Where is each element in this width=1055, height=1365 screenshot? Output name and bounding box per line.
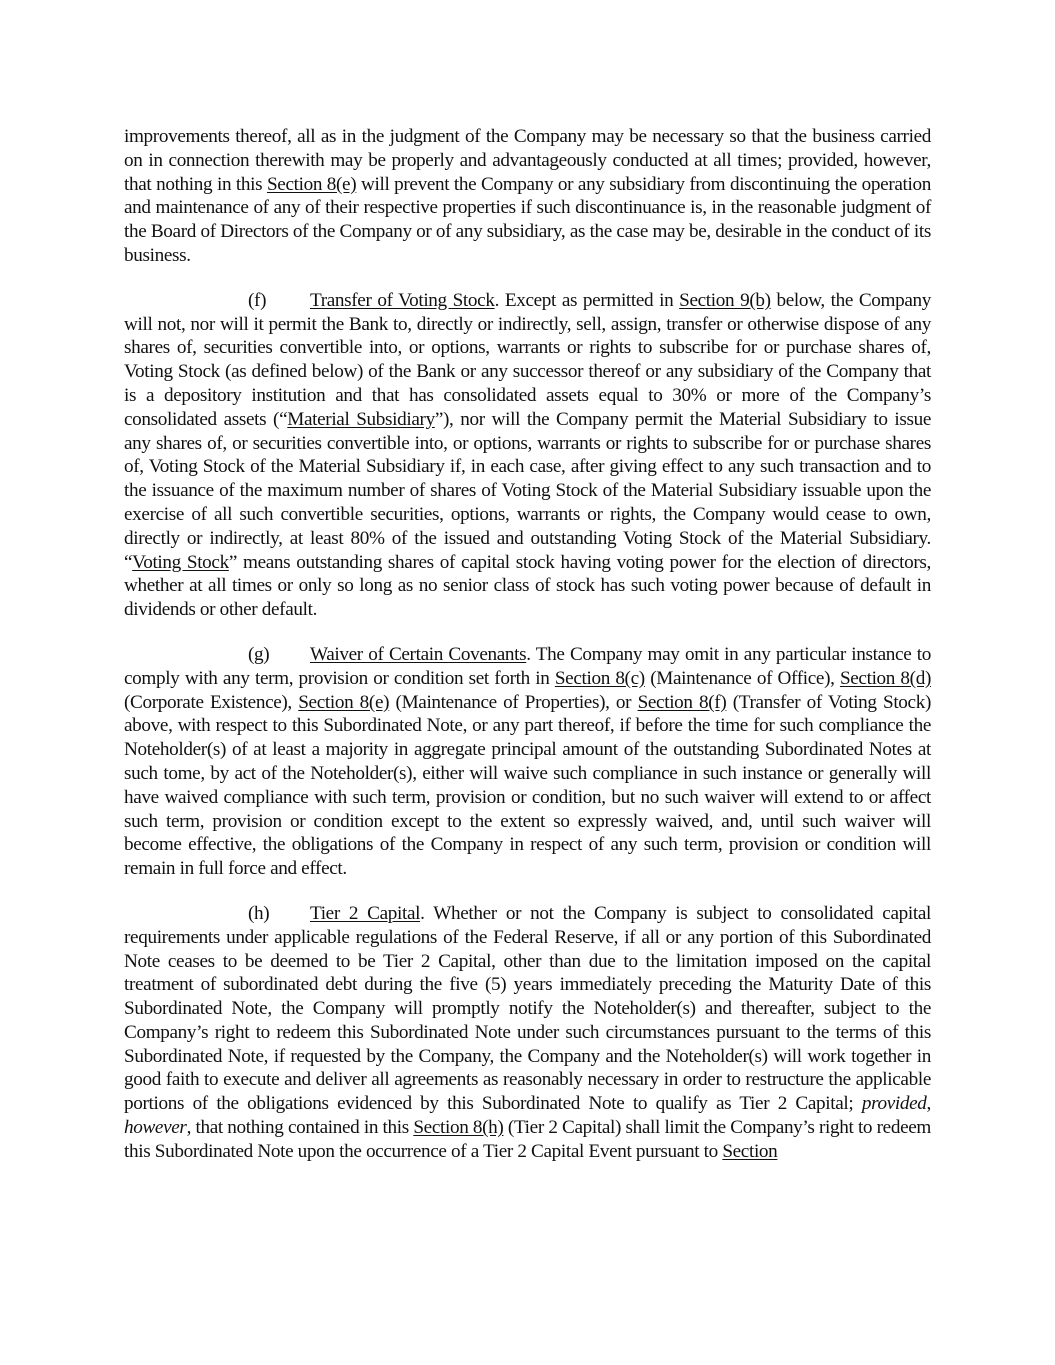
document-page — [124, 125, 931, 1185]
paragraph-continuation: improvements thereof, all as in the judgment of the Company may be necessary so that the business carried on in connection therewith may be properly and advantageously conducted at all times; provided, however, that nothing in this Section 8(e) will prevent the Company or any subsidiary from discontinuing the operation and maintenance of any of their respective properties if such discontinuance is, in the reasonable judgment of the Board of Directors of the Company or of any subsidiary, as the case may be, desirable in the conduct of its business. — [124, 126, 931, 266]
section-reference: Section 8(e) — [266, 173, 357, 195]
paragraph-g-waiver-of-certain-covenants: (g) Waiver of Certain Covenants. The Company may omit in any particular instance to comply with any term, provision or condition set forth in Section 8(c) (Maintenance of Office), Section 8(d) (Corporate Existence), Section 8(e) (Maintenance of Properties), or Section 8(f) (Transfer of Voting Stock) above, with respect to this Subordinated Note, or any part thereof, if before the time for such compliance the Noteholder(s) of at least a majority in aggregate principal amount of the outstanding Subordinated Notes at such tome, by act of the Noteholder(s), either will waive such compliance in such instance or generally will have waived compliance with such term, provision or condition, but no such waiver will extend to or affect such term, provision or condition except to the extent so expressly waived, and, until such waiver will become effective, the obligations of the Company in respect of any such term, provision or condition will remain in full force and effect. — [124, 643, 932, 880]
section-reference: Section — [722, 1140, 778, 1162]
section-reference: Section 8(d) — [839, 667, 931, 689]
section-reference: Section 8(f) — [637, 691, 727, 713]
section-reference: Section 8(h) — [413, 1117, 504, 1139]
defined-term: Material Subsidiary — [287, 408, 435, 430]
section-reference: Section 9(b) — [679, 289, 771, 311]
section-label: (h) — [248, 902, 270, 924]
defined-term: Voting Stock — [132, 551, 229, 573]
section-label: (f) — [248, 289, 267, 311]
section-reference: Section 8(e) — [298, 691, 390, 713]
section-heading: Waiver of Certain Covenants — [310, 643, 527, 665]
paragraph-h-tier-2-capital: (h) Tier 2 Capital. Whether or not the Company is subject to consolidated capital requirements under applicable regulations of the Federal Reserve, if all or any portion of this Subordinated Note ceases to be deemed to be Tier 2 Capital, other than due to the limitation imposed on the capital treatment of subordinated debt during the five (5) years immediately preceding the Maturity Date of this Subordinated Note, the Company will promptly notify the Noteholder(s) and thereafter, subject to the Company’s right to redeem this Subordinated Note under such circumstances pursuant to the terms of this Subordinated Note, if requested by the Company, the Company and the Noteholder(s) will work together in good faith to execute and deliver all agreements as reasonably necessary in order to restructure the applicable portions of the obligations evidenced by this Subordinated Note to qualify as Tier 2 Capital; provided, however, that nothing contained in this Section 8(h) (Tier 2 Capital) shall limit the Company’s right to redeem this Subordinated Note upon the occurrence of a Tier 2 Capital Event pursuant to Section — [124, 902, 931, 1162]
paragraph-f-transfer-of-voting-stock: (f) Transfer of Voting Stock. Except as permitted in Section 9(b) below, the Company will not, nor will it permit the Bank to, directly or indirectly, sell, assign, transfer or otherwise dispose of any shares of, securities convertible into, or options, warrants or rights to subscribe for or purchase shares of, Voting Stock (as defined below) of the Bank or any successor thereof or any subsidiary of the Company that is a depository institution and that has consolidated assets equal to 30% or more of the Company’s consolidated assets (“Material Subsidiary”), nor will the Company permit the Material Subsidiary to issue any shares of, or securities convertible into, or options, warrants or rights to subscribe for or purchase shares of, Voting Stock of the Material Subsidiary if, in each case, after giving effect to any such transaction and to the issuance of the maximum number of shares of Voting Stock of the Material Subsidiary issuable upon the exercise of all such convertible securities, options, warrants or rights, the Company would cease to own, directly or indirectly, at least 80% of the issued and outstanding Voting Stock of the Material Subsidiary. “Voting Stock” means outstanding shares of capital stock having voting power for the election of directors, whether at all times or only so long as no senior class of stock has such voting power because of default in dividends or other default. — [124, 289, 931, 621]
section-heading: Transfer of Voting Stock — [310, 289, 495, 311]
section-label: (g) — [248, 643, 270, 665]
section-reference: Section 8(c) — [554, 667, 645, 689]
emphasis: however — [124, 1117, 187, 1139]
section-heading: Tier 2 Capital — [310, 902, 421, 924]
emphasis: provided — [861, 1093, 927, 1115]
